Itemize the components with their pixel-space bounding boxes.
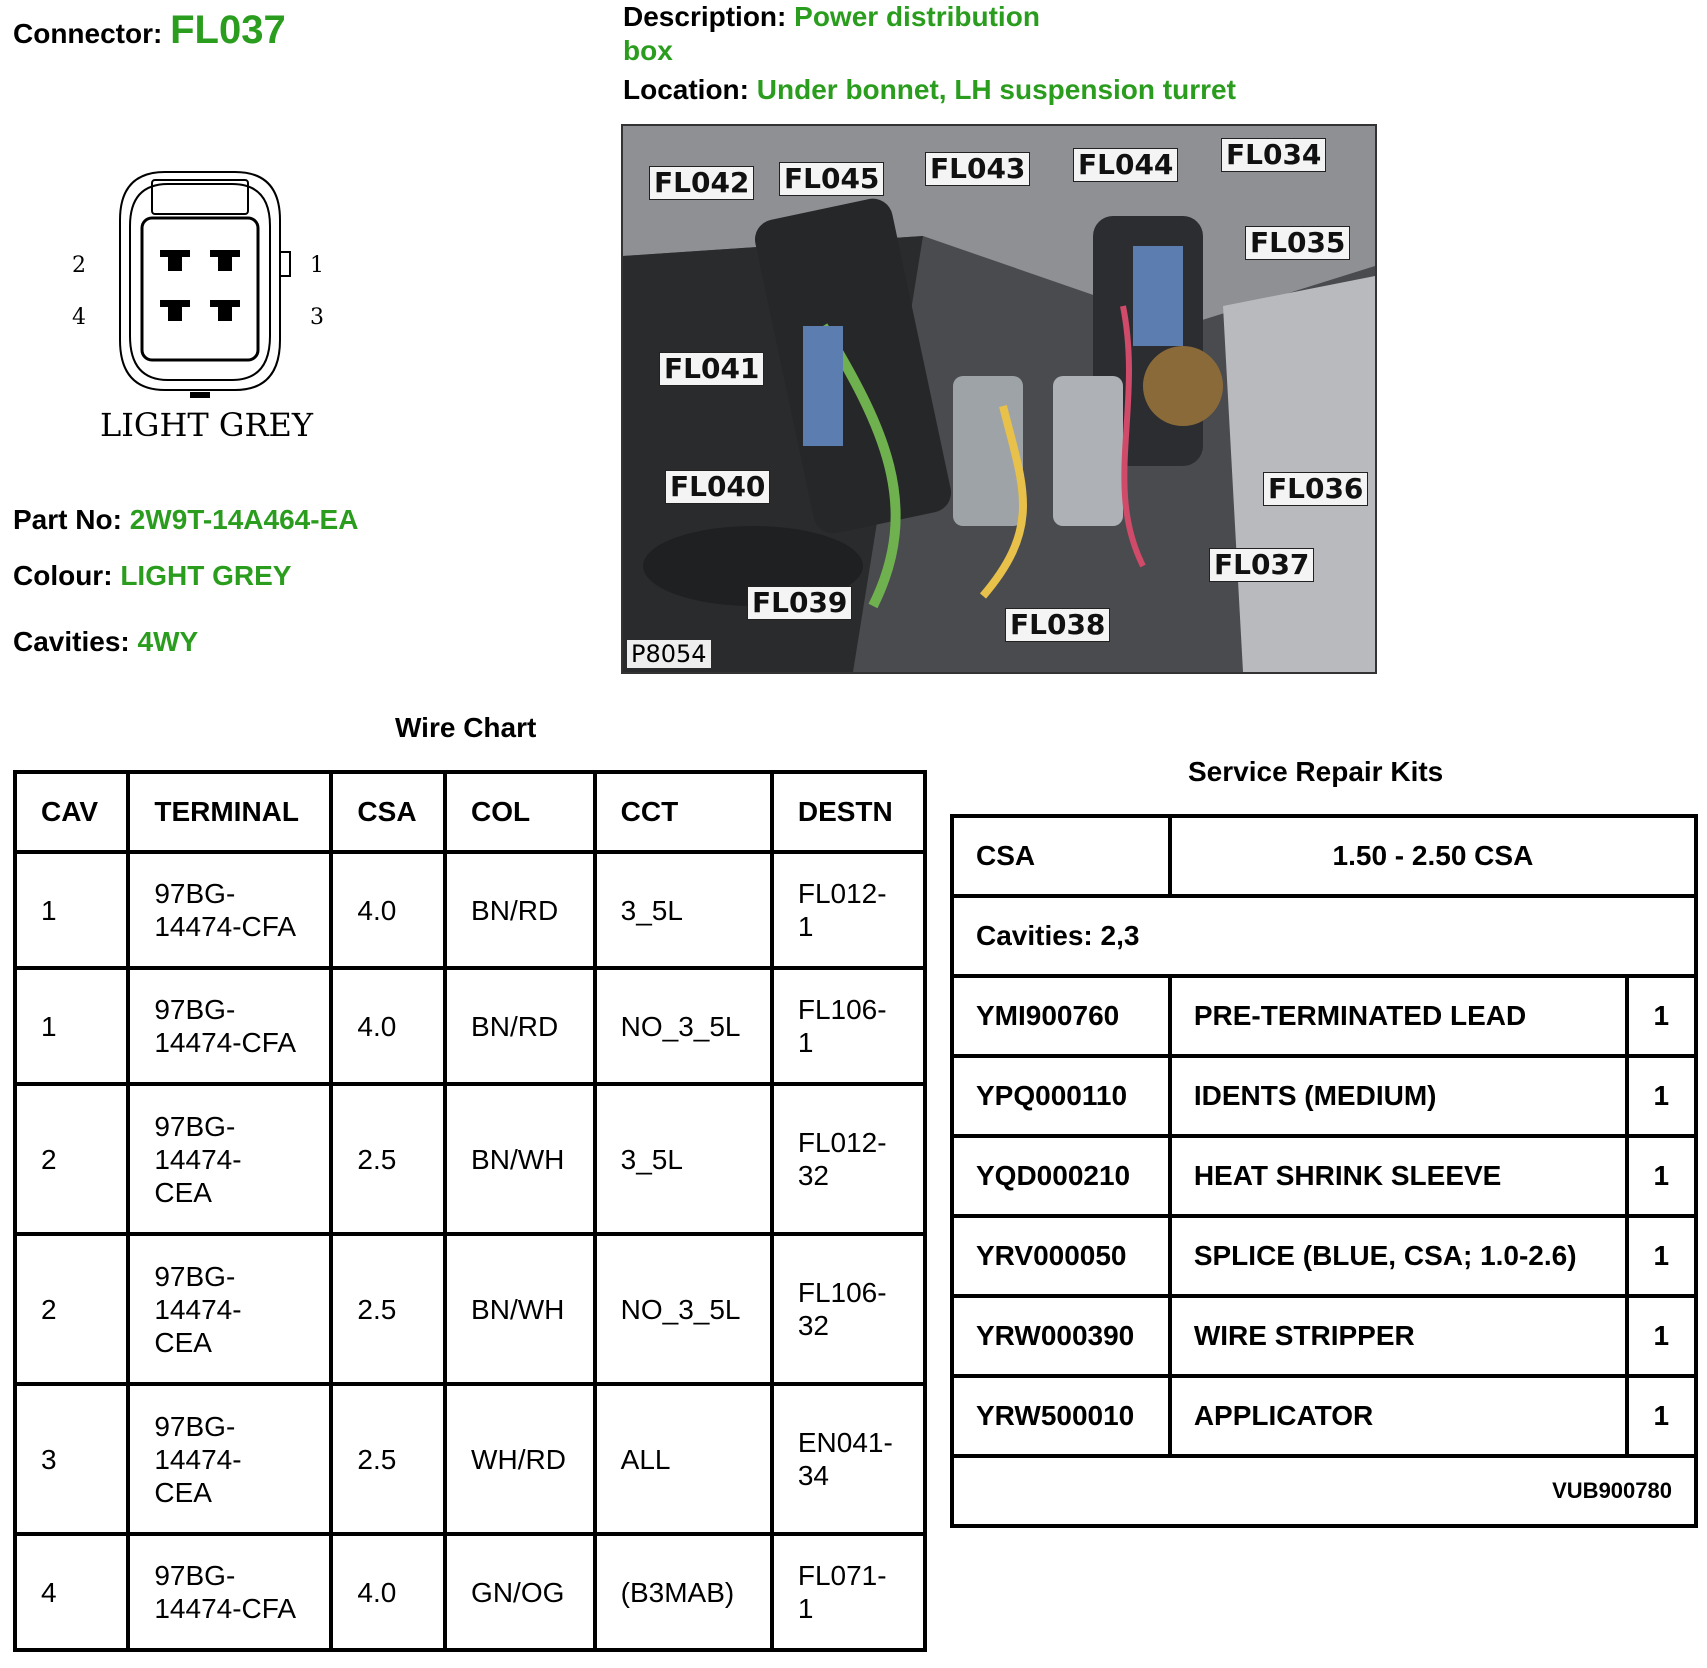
location-value: Under bonnet, LH suspension turret <box>756 74 1236 105</box>
connector-heading <box>13 8 286 53</box>
wire-row <box>15 852 925 968</box>
part-label: Part No: <box>13 504 122 535</box>
part-value: 2W9T-14A464-EA <box>129 504 359 535</box>
location-photo <box>621 124 1377 674</box>
wire-cell-csa: 2.5 <box>331 1084 445 1234</box>
kit-item-desc: HEAT SHRINK SLEEVE <box>1170 1136 1627 1216</box>
kit-item-qty: 1 <box>1627 1216 1696 1296</box>
connector-face-diagram <box>60 160 340 450</box>
callout-fl034: FL034 <box>1221 138 1326 172</box>
kit-item-code: YMI900760 <box>952 976 1170 1056</box>
colour-label: Colour: <box>13 560 113 591</box>
kits-cavities-text: Cavities: 2,3 <box>952 896 1696 976</box>
kit-item-code: YQD000210 <box>952 1136 1170 1216</box>
wire-cell-csa: 2.5 <box>331 1234 445 1384</box>
wire-cell-terminal: 97BG- 14474-CFA <box>128 852 331 968</box>
column-header-cav: CAV <box>15 772 128 852</box>
wire-cell-col: WH/RD <box>445 1384 595 1534</box>
wire-cell-terminal: 97BG- 14474-CFA <box>128 1534 331 1650</box>
connector-value: FL037 <box>170 8 286 52</box>
wire-cell-cav: 1 <box>15 852 128 968</box>
wire-cell-terminal: 97BG- 14474- CEA <box>128 1384 331 1534</box>
wire-cell-cct: ALL <box>595 1384 772 1534</box>
kit-item-qty: 1 <box>1627 1376 1696 1456</box>
terminal-4-stem <box>168 307 182 321</box>
connector-tab <box>190 392 210 398</box>
column-header-csa: CSA <box>331 772 445 852</box>
wire-cell-destn: FL106- 32 <box>772 1234 925 1384</box>
cavities-label: Cavities: <box>13 626 130 657</box>
part-number-row <box>13 504 358 536</box>
wire-cell-destn: FL106- 1 <box>772 968 925 1084</box>
wire-cell-terminal: 97BG- 14474-CFA <box>128 968 331 1084</box>
wire-cell-csa: 4.0 <box>331 852 445 968</box>
description-heading <box>623 0 1123 68</box>
kits-csa-row <box>952 816 1696 896</box>
terminal-2-stem <box>168 257 182 271</box>
wire-cell-terminal: 97BG- 14474- CEA <box>128 1084 331 1234</box>
wire-chart-table <box>13 770 927 1652</box>
kit-item-code: YPQ000110 <box>952 1056 1170 1136</box>
wire-cell-cct: 3_5L <box>595 1084 772 1234</box>
description-value-line1: Power distribution <box>794 1 1040 32</box>
terminal-1 <box>210 250 240 257</box>
wire-cell-destn: FL012- 1 <box>772 852 925 968</box>
kit-item-code: YRW500010 <box>952 1376 1170 1456</box>
terminal-2 <box>160 250 190 257</box>
wire-cell-destn: FL012- 32 <box>772 1084 925 1234</box>
description-value-line2: box <box>623 35 673 66</box>
callout-fl040: FL040 <box>665 470 770 504</box>
kit-item-code: YRW000390 <box>952 1296 1170 1376</box>
wire-cell-cct: NO_3_5L <box>595 1234 772 1384</box>
location-heading <box>623 74 1236 106</box>
kit-item-row <box>952 976 1696 1056</box>
wire-cell-cav: 2 <box>15 1084 128 1234</box>
kit-item-qty: 1 <box>1627 1136 1696 1216</box>
kit-item-qty: 1 <box>1627 1056 1696 1136</box>
terminal-3-stem <box>218 307 232 321</box>
connector-label: Connector: <box>13 18 163 49</box>
cavities-row <box>13 626 198 658</box>
callout-fl038: FL038 <box>1005 608 1110 642</box>
callout-fl044: FL044 <box>1073 148 1178 182</box>
wire-cell-cav: 3 <box>15 1384 128 1534</box>
kit-item-code: YRV000050 <box>952 1216 1170 1296</box>
callout-fl039: FL039 <box>747 586 852 620</box>
kit-item-row <box>952 1136 1696 1216</box>
wire-cell-destn: FL071- 1 <box>772 1534 925 1650</box>
wire-row <box>15 968 925 1084</box>
kit-item-desc: IDENTS (MEDIUM) <box>1170 1056 1627 1136</box>
wire-cell-col: BN/WH <box>445 1234 595 1384</box>
wire-cell-destn: EN041- 34 <box>772 1384 925 1534</box>
wire-cell-cct: (B3MAB) <box>595 1534 772 1650</box>
wire-row <box>15 1534 925 1650</box>
terminal-1-stem <box>218 257 232 271</box>
wire-cell-cav: 4 <box>15 1534 128 1650</box>
wire-cell-terminal: 97BG- 14474- CEA <box>128 1234 331 1384</box>
service-kits-table <box>950 814 1698 1528</box>
wire-row <box>15 1084 925 1234</box>
pin-label-2: 2 <box>72 253 86 278</box>
callout-fl043: FL043 <box>925 152 1030 186</box>
kit-item-row <box>952 1056 1696 1136</box>
kit-item-qty: 1 <box>1627 976 1696 1056</box>
kit-code-row <box>952 1456 1696 1526</box>
wire-cell-col: BN/WH <box>445 1084 595 1234</box>
callout-fl037: FL037 <box>1209 548 1314 582</box>
kit-item-row <box>952 1216 1696 1296</box>
wire-cell-col: BN/RD <box>445 852 595 968</box>
engine-bay-illustration <box>623 126 1375 672</box>
pin-label-3: 3 <box>310 305 324 330</box>
column-header-cct: CCT <box>595 772 772 852</box>
connector-latch <box>152 180 248 214</box>
connector-cavity-block <box>142 218 258 360</box>
kit-item-row <box>952 1376 1696 1456</box>
wire-chart-header-row <box>15 772 925 852</box>
wire-cell-cct: 3_5L <box>595 852 772 968</box>
wire-cell-col: BN/RD <box>445 968 595 1084</box>
kit-item-desc: APPLICATOR <box>1170 1376 1627 1456</box>
photo-id: P8054 <box>627 640 711 668</box>
pin-label-4: 4 <box>72 305 86 330</box>
wire-cell-csa: 4.0 <box>331 968 445 1084</box>
terminal-4 <box>160 300 190 307</box>
wire-row <box>15 1234 925 1384</box>
colour-row <box>13 560 291 592</box>
callout-fl035: FL035 <box>1245 226 1350 260</box>
kit-item-desc: WIRE STRIPPER <box>1170 1296 1627 1376</box>
wire-cell-csa: 4.0 <box>331 1534 445 1650</box>
wire-cell-csa: 2.5 <box>331 1384 445 1534</box>
colour-value: LIGHT GREY <box>120 560 292 591</box>
column-header-terminal: TERMINAL <box>128 772 331 852</box>
description-label: Description: <box>623 1 787 32</box>
connector-caption: LIGHT GREY <box>100 406 314 444</box>
wire-cell-cav: 2 <box>15 1234 128 1384</box>
connector-key <box>280 252 290 276</box>
cavities-value: 4WY <box>137 626 199 657</box>
kit-item-row <box>952 1296 1696 1376</box>
kit-item-desc: SPLICE (BLUE, CSA; 1.0-2.6) <box>1170 1216 1627 1296</box>
kit-code: VUB900780 <box>952 1456 1696 1526</box>
wire-chart-title: Wire Chart <box>395 712 537 743</box>
service-kits-title: Service Repair Kits <box>1188 756 1444 787</box>
callout-fl041: FL041 <box>659 352 764 386</box>
callout-fl042: FL042 <box>649 166 754 200</box>
callout-fl045: FL045 <box>779 162 884 196</box>
kits-cavities-row <box>952 896 1696 976</box>
wire-cell-col: GN/OG <box>445 1534 595 1650</box>
wire-cell-cct: NO_3_5L <box>595 968 772 1084</box>
terminal-3 <box>210 300 240 307</box>
kit-item-desc: PRE-TERMINATED LEAD <box>1170 976 1627 1056</box>
kits-csa-label: CSA <box>952 816 1170 896</box>
location-label: Location: <box>623 74 749 105</box>
wire-row <box>15 1384 925 1534</box>
kits-csa-value: 1.50 - 2.50 CSA <box>1170 816 1696 896</box>
pin-label-1: 1 <box>310 253 324 278</box>
wire-cell-cav: 1 <box>15 968 128 1084</box>
column-header-col: COL <box>445 772 595 852</box>
callout-fl036: FL036 <box>1263 472 1368 506</box>
column-header-destn: DESTN <box>772 772 925 852</box>
kit-item-qty: 1 <box>1627 1296 1696 1376</box>
